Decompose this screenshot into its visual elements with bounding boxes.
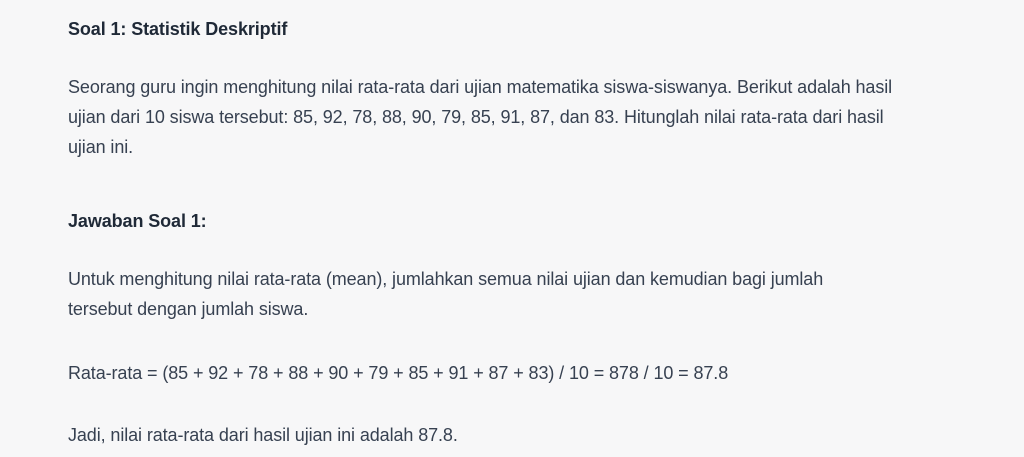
answer-explanation: Untuk menghitung nilai rata-rata (mean), jumlahkan semua nilai ujian dan kemudian bagi jumlah tersebut dengan jumlah siswa. xyxy=(68,269,824,319)
question-heading: Soal 1: Statistik Deskriptif xyxy=(68,19,288,39)
question-text: Seorang guru ingin menghitung nilai rata-rata dari ujian matematika siswa-siswanya. Berikut adalah hasil ujian dari 10 siswa tersebut: 85, 92, 78, 88, 90, 79, 85, 91, 87, dan 83. Hitunglah nilai rata-rata dari hasil ujian ini. xyxy=(68,77,893,157)
answer-conclusion: Jadi, nilai rata-rata dari hasil ujian ini adalah 87.8. xyxy=(68,425,458,445)
mean-formula: Rata-rata = (85 + 92 + 78 + 88 + 90 + 79 + 85 + 91 + 87 + 83) / 10 = 878 / 10 = 87.8 xyxy=(68,363,729,383)
answer-heading: Jawaban Soal 1: xyxy=(68,211,207,231)
